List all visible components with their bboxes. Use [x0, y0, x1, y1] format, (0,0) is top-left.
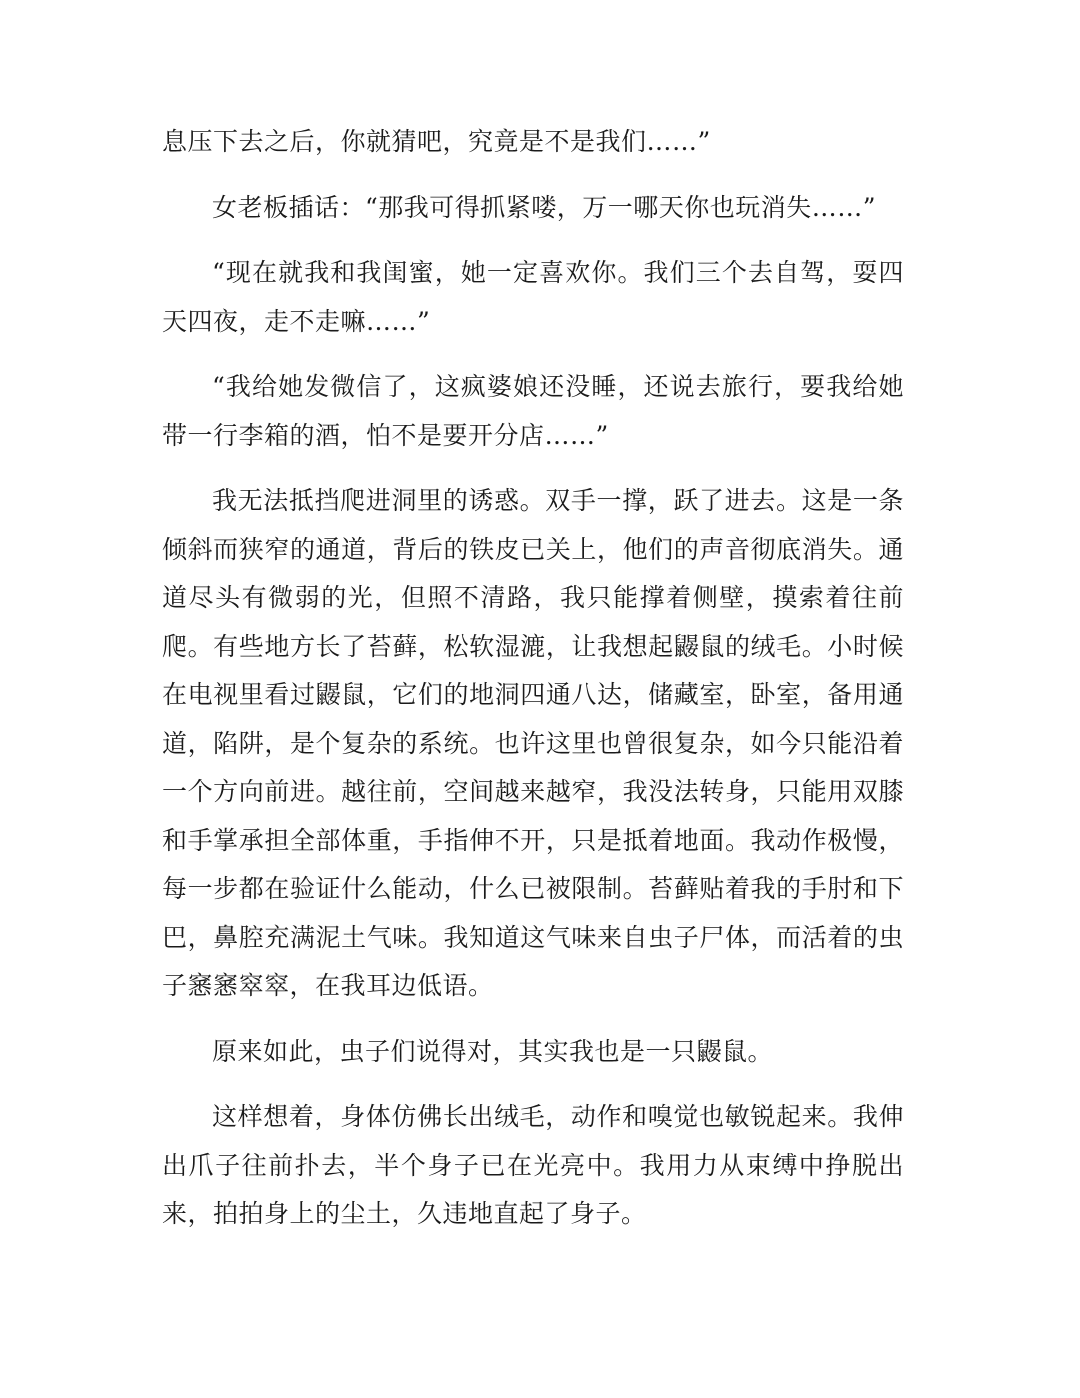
- paragraph-3: “现在就我和我闺蜜，她一定喜欢你。我们三个去自驾，耍四天四夜，走不走嘛……”: [162, 258, 904, 336]
- paragraph-2: 女老板插话：“那我可得抓紧喽，万一哪天你也玩消失……”: [212, 192, 877, 222]
- paragraph-7: 这样想着，身体仿佛长出绒毛，动作和嗅觉也敏锐起来。我伸出爪子往前扑去，半个身子已在光亮中。我用力从束缚中挣脱出来，拍拍身上的尘土，久违地直起了身子。: [162, 1102, 904, 1228]
- paragraph-4: “我给她发微信了，这疯婆娘还没睡，还说去旅行，要我给她带一行李箱的酒，怕不是要开分店……”: [162, 372, 904, 450]
- paragraph-6: 原来如此，虫子们说得对，其实我也是一只鼹鼠。: [212, 1036, 774, 1066]
- paragraph-5: 我无法抵挡爬进洞里的诱惑。双手一撑，跃了进去。这是一条倾斜而狭窄的通道，背后的铁皮已关上，他们的声音彻底消失。通道尽头有微弱的光，但照不清路，我只能撑着侧壁，摸索着往前爬。有些地方长了苔藓，松软湿漉，让我想起鼹鼠的绒毛。小时候在电视里看过鼹鼠，它们的地洞四通八达，储藏室，卧室，备用通道，陷阱，是个复杂的系统。也许这里也曾很复杂，如今只能沿着一个方向前进。越往前，空间越来越窄，我没法转身，只能用双膝和手掌承担全部体重，手指伸不开，只是抵着地面。我动作极慢，每一步都在验证什么能动，什么已被限制。苔藓贴着我的手肘和下巴，鼻腔充满泥土气味。我知道这气味来自虫子尸体，而活着的虫子窸窸窣窣，在我耳边低语。: [162, 486, 904, 1000]
- document-body: [162, 118, 904, 1256]
- paragraph-1: 息压下去之后，你就猜吧，究竟是不是我们……”: [162, 127, 711, 156]
